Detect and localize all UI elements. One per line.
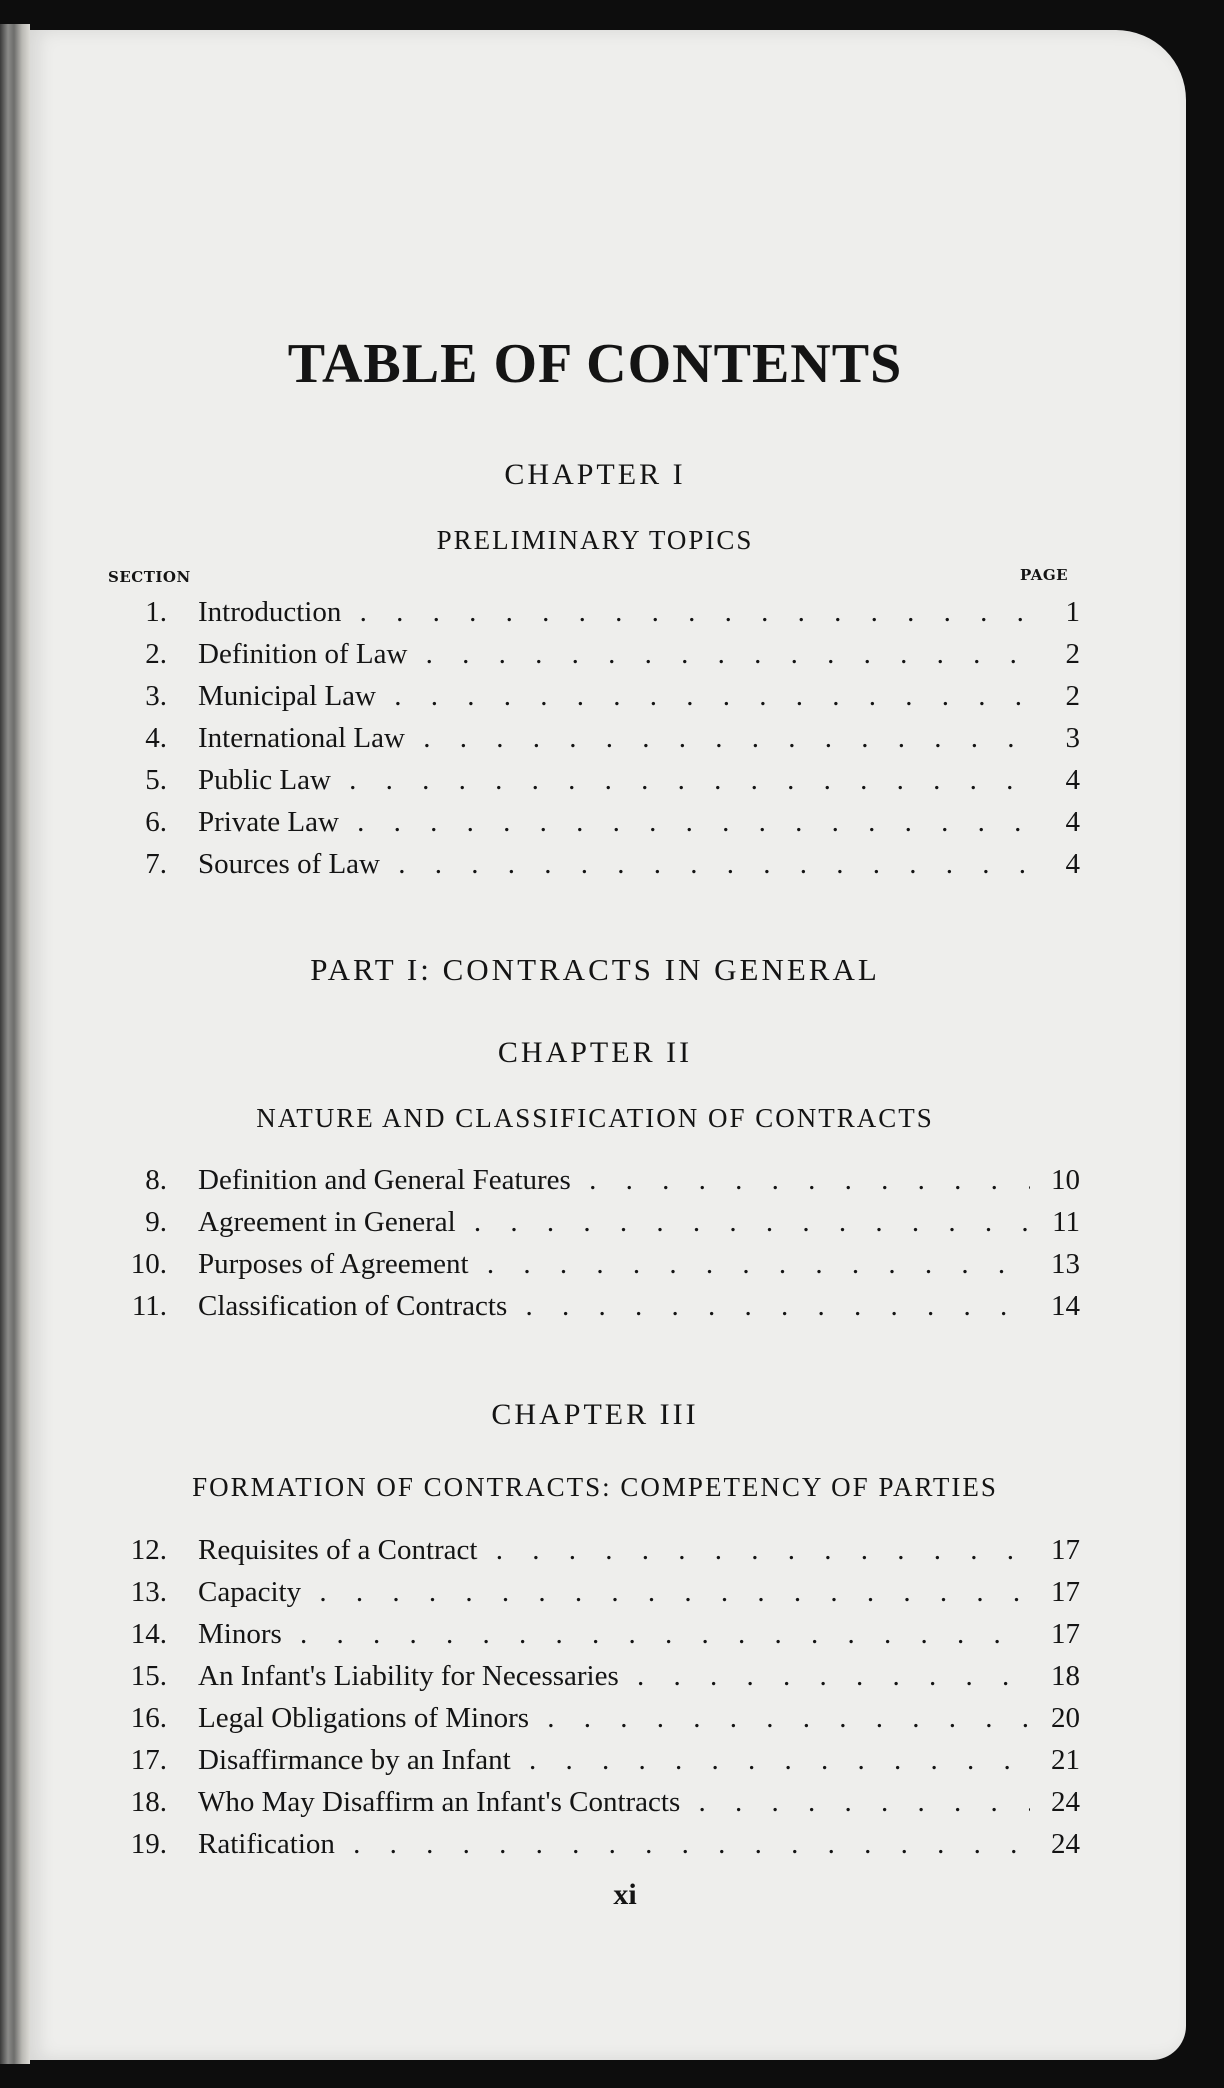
entry-title: Municipal Law . . . (198, 678, 1030, 714)
entry-number: 8. (145, 1164, 167, 1196)
entry-number: 15. (130, 1660, 167, 1692)
entry-page: 17 (1051, 1534, 1080, 1566)
toc-entry (130, 1246, 1080, 1282)
entry-page: 11 (1052, 1206, 1080, 1238)
entry-title: International Law . . . (198, 720, 1030, 756)
entry-title: Definition of Law . . . (198, 636, 1030, 672)
entry-page: 4 (1065, 806, 1080, 838)
chapter-1-heading: CHAPTER I (504, 458, 686, 491)
entry-page: 18 (1051, 1660, 1080, 1692)
entry-title: Disaffirmance by an Infant . . . (198, 1742, 1030, 1778)
toc-entry (130, 1204, 1080, 1240)
section-column-label: SECTION (108, 568, 191, 586)
toc-entry (130, 1742, 1080, 1778)
chapter-2-heading: CHAPTER II (497, 1036, 693, 1069)
entry-number: 13. (130, 1576, 167, 1608)
entry-page: 17 (1051, 1576, 1080, 1608)
toc-entry (130, 1826, 1080, 1862)
page-title: TABLE OF CONTENTS (287, 333, 903, 395)
entry-page: 24 (1051, 1828, 1080, 1860)
entry-page: 1 (1065, 596, 1080, 628)
entry-title: Private Law . . . (198, 804, 1030, 840)
entry-page: 4 (1065, 848, 1080, 880)
entry-number: 18. (130, 1786, 167, 1818)
toc-entry (130, 1616, 1080, 1652)
entry-page: 2 (1065, 638, 1080, 670)
toc-entry (130, 1658, 1080, 1694)
part-1-heading: PART I: CONTRACTS IN GENERAL (310, 952, 880, 987)
entry-number: 12. (130, 1534, 167, 1566)
chapter-3-heading: CHAPTER III (491, 1398, 699, 1431)
toc-entry (130, 1700, 1080, 1736)
toc-entry (130, 636, 1080, 672)
entry-title: Purposes of Agreement . . . (198, 1246, 1030, 1282)
entry-page: 13 (1051, 1248, 1080, 1280)
entry-number: 4. (145, 722, 167, 754)
entry-number: 3. (145, 680, 167, 712)
entry-page: 14 (1051, 1290, 1080, 1322)
entry-number: 9. (145, 1206, 167, 1238)
entry-title: Agreement in General . . . (198, 1204, 1030, 1240)
entry-page: 17 (1051, 1618, 1080, 1650)
page-folio: xi (613, 1878, 637, 1911)
toc-entry (130, 678, 1080, 714)
toc-entry (130, 1162, 1080, 1198)
entry-title: Public Law . . . (198, 762, 1030, 798)
toc-entry (130, 594, 1080, 630)
entry-title: Introduction . . . (198, 594, 1030, 630)
entry-title: Who May Disaffirm an Infant's Contracts . . . (198, 1784, 1030, 1820)
entry-number: 14. (130, 1618, 167, 1650)
entry-page: 4 (1065, 764, 1080, 796)
entry-page: 10 (1051, 1164, 1080, 1196)
entry-title: Legal Obligations of Minors . . . (198, 1700, 1030, 1736)
chapter-3-subtitle: FORMATION OF CONTRACTS: COMPETENCY OF PARTIES (192, 1472, 998, 1502)
entry-page: 2 (1065, 680, 1080, 712)
entry-number: 16. (130, 1702, 167, 1734)
entry-title: Definition and General Features . . . (198, 1162, 1030, 1198)
entry-number: 19. (130, 1828, 167, 1860)
entry-title: Sources of Law . . . (198, 846, 1030, 882)
entry-title: Requisites of a Contract . . . (198, 1532, 1030, 1568)
entry-number: 11. (131, 1290, 167, 1322)
page-column-label: PAGE (1020, 566, 1069, 584)
entry-number: 7. (145, 848, 167, 880)
entry-number: 6. (145, 806, 167, 838)
entry-page: 20 (1051, 1702, 1080, 1734)
entry-title: Ratification . . . (198, 1826, 1030, 1862)
chapter-1-subtitle: PRELIMINARY TOPICS (436, 525, 754, 555)
entry-page: 3 (1065, 722, 1080, 754)
entry-number: 1. (145, 596, 167, 628)
entry-number: 5. (145, 764, 167, 796)
toc-entry (130, 1288, 1080, 1324)
entry-page: 24 (1051, 1786, 1080, 1818)
entry-page: 21 (1051, 1744, 1080, 1776)
entry-title: An Infant's Liability for Necessaries . . . (198, 1658, 1030, 1694)
chapter-2-subtitle: NATURE AND CLASSIFICATION OF CONTRACTS (256, 1103, 934, 1133)
toc-entry (130, 1532, 1080, 1568)
toc-entry (130, 720, 1080, 756)
entry-number: 17. (130, 1744, 167, 1776)
toc-entry (130, 846, 1080, 882)
entry-title: Classification of Contracts . . . (198, 1288, 1030, 1324)
toc-entry (130, 762, 1080, 798)
entry-number: 10. (130, 1248, 167, 1280)
toc-entry (130, 1574, 1080, 1610)
entry-title: Capacity . . . (198, 1574, 1030, 1610)
toc-entry (130, 1784, 1080, 1820)
toc-entry (130, 804, 1080, 840)
entry-title: Minors . . . (198, 1616, 1030, 1652)
entry-number: 2. (145, 638, 167, 670)
